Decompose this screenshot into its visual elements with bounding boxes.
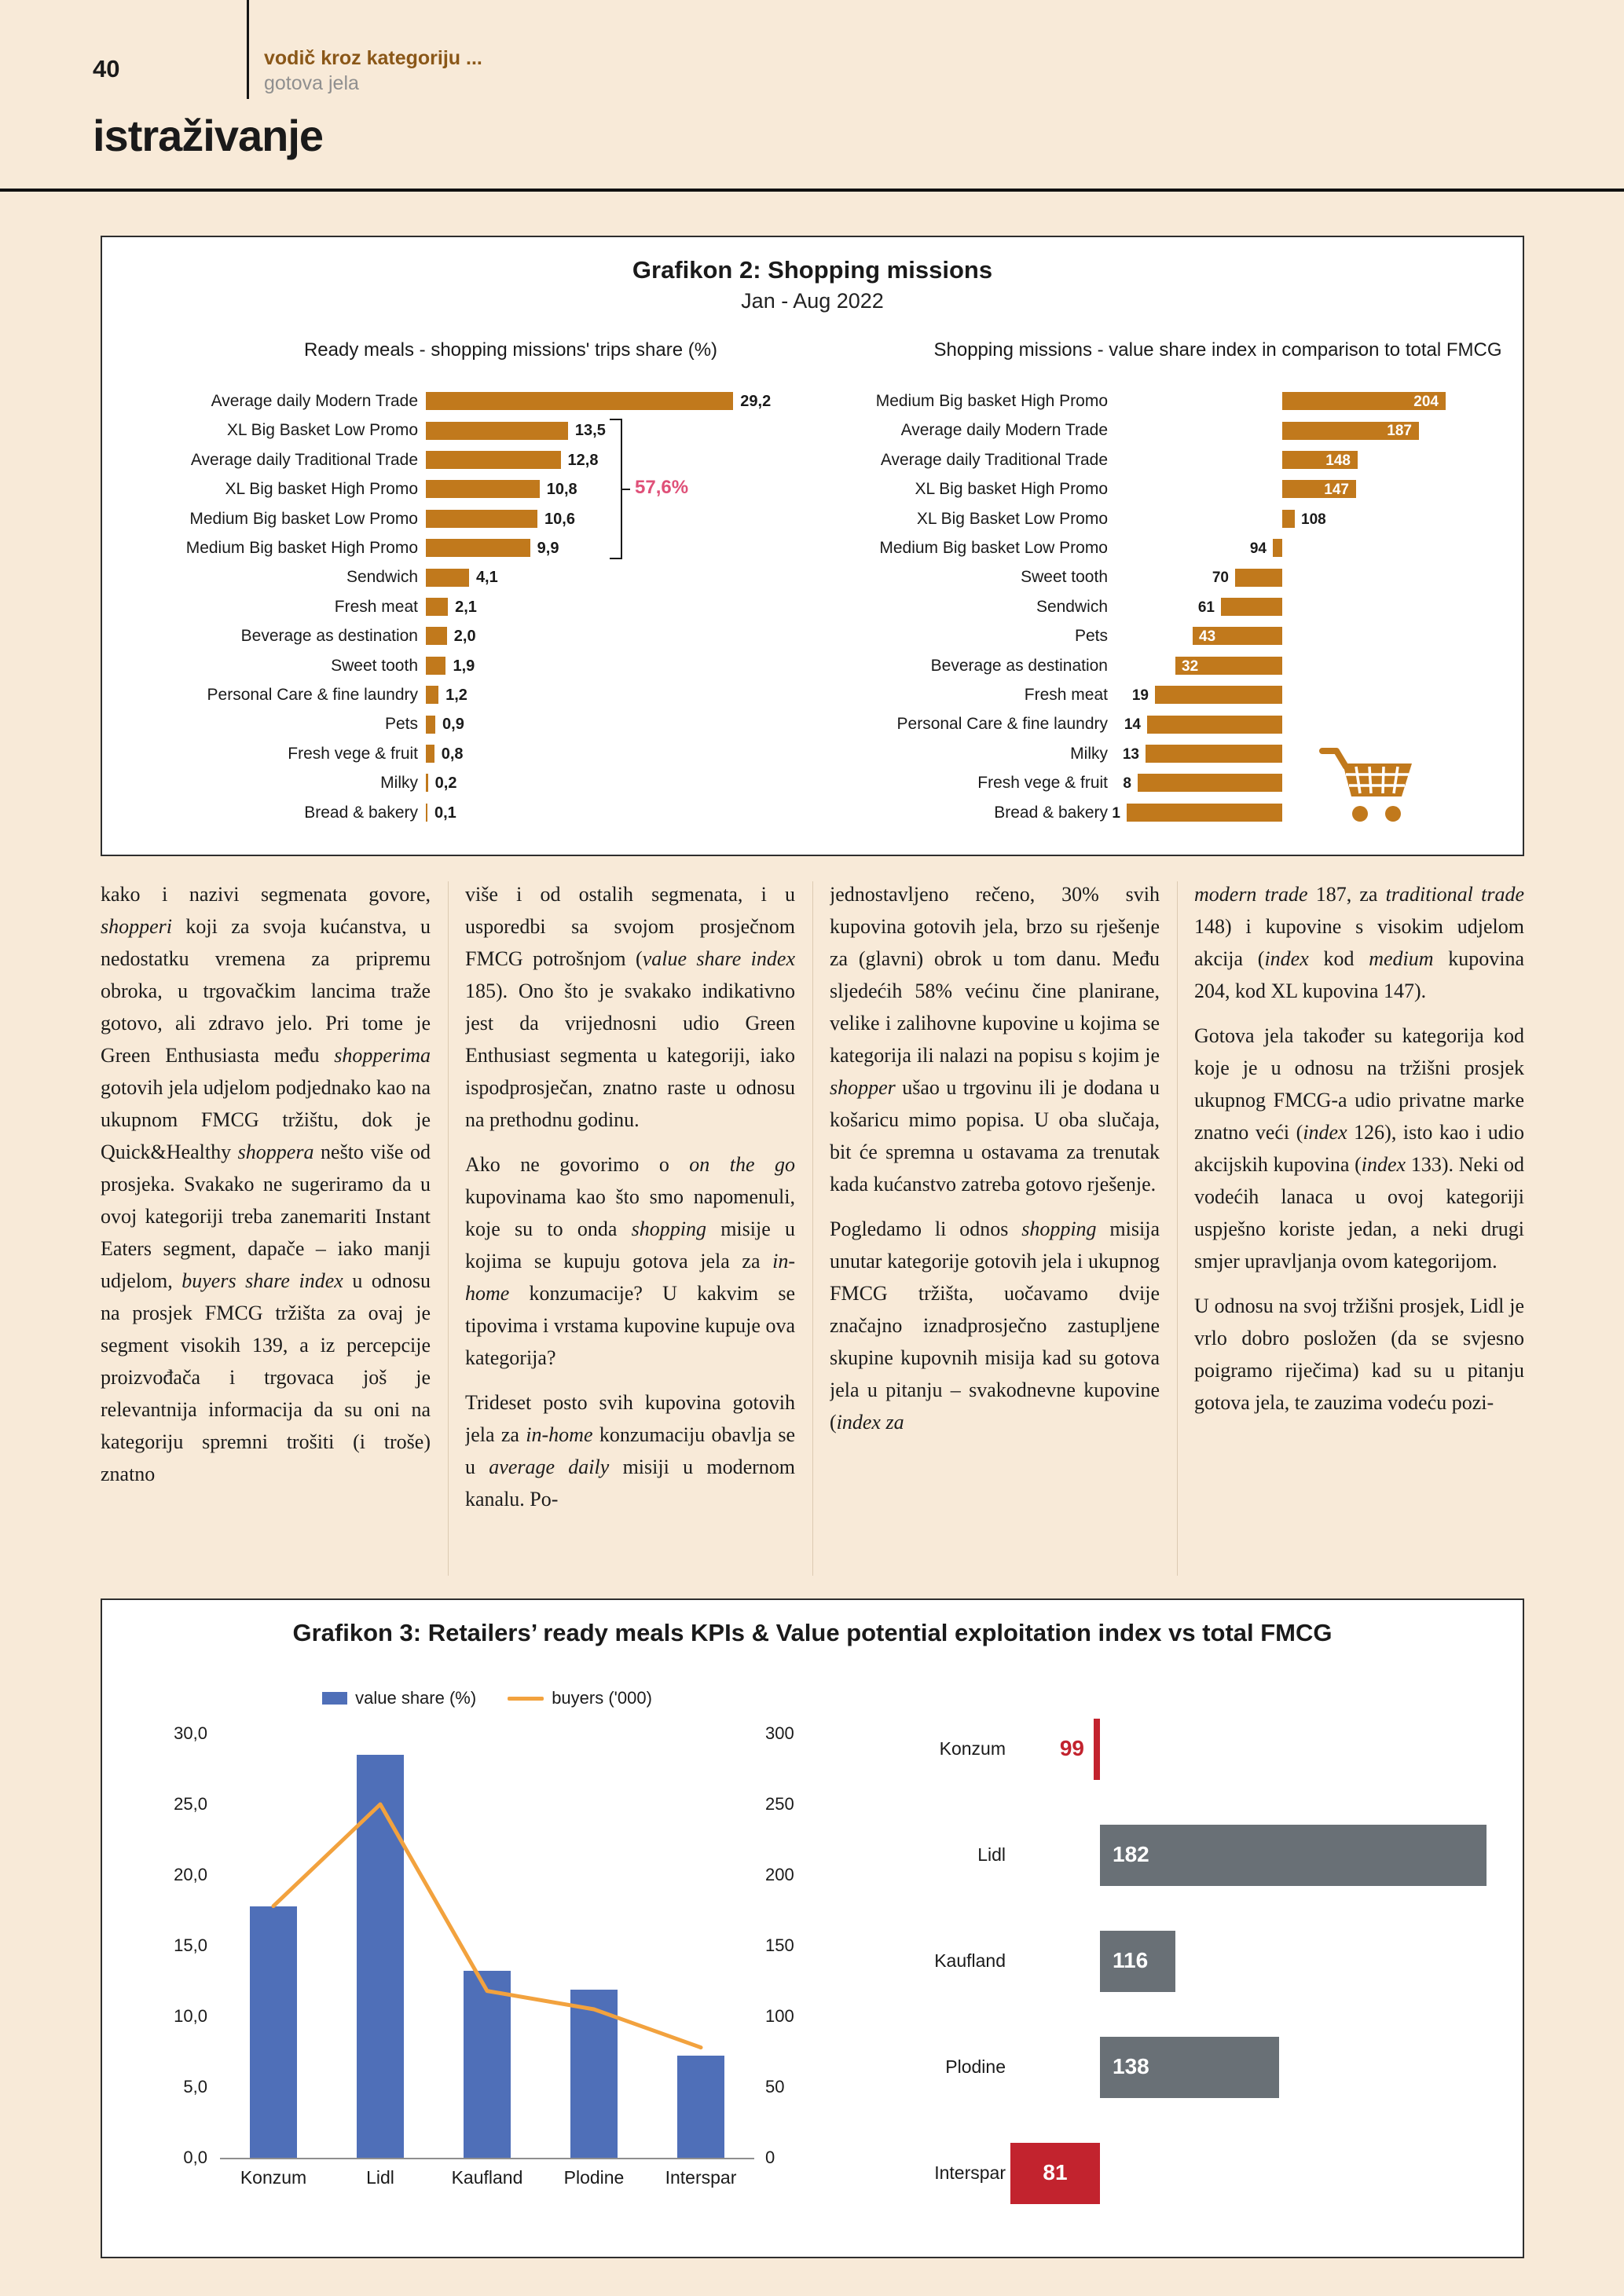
y-axis-label-right: 150 bbox=[765, 1935, 794, 1955]
grafikon2-right-chart-title: Shopping missions - value share index in comparison to total FMCG bbox=[933, 339, 1502, 361]
value-label: 138 bbox=[1113, 2054, 1149, 2078]
bar bbox=[1155, 686, 1282, 704]
grafikon3-box bbox=[101, 1598, 1524, 2258]
value-label: 13,5 bbox=[574, 422, 606, 440]
category-label: Medium Big basket Low Promo bbox=[879, 539, 1108, 557]
paragraph: U odnosu na svoj tržišni prosjek, Lidl je vrlo dobro posložen (da se svjesno poigramo riječima) kad su u pitanju gotova jela, te zauzima vodeću pozi- bbox=[1194, 1294, 1524, 1414]
value-label: 116 bbox=[1113, 1948, 1149, 1972]
category-label: Average daily Traditional Trade bbox=[190, 450, 418, 469]
category-label: Personal Care & fine laundry bbox=[207, 686, 418, 704]
paragraph: kako i nazivi segmenata govore, shopperi koji za svoja kućanstva, u nedostatku vremena za pripremu obroka, u trgovačkim lancima traže gotovo, ali zdravo jelo. Pri tome je Green Enthusiasta među shopperima gotovih jela udjelom podjednako kao na ukupnom FMCG tržištu, dok je Quick&Healthy shoppera nešto više od prosjeka. Svakako ne sugeriramo da u ovoj kategoriji treba zanemariti Instant Eaters segment, dapače – iako manji udjelom, buyers share index u odnosu na prosjek FMCG tržišta za ovaj je segment visokih 139, a iz percepcije proizvođača i trgovaca još je relevantnija informacija da su oni na kategoriju spremni trošiti (i troše) znatno bbox=[101, 883, 431, 1485]
y-axis-label-left: 0,0 bbox=[183, 2148, 207, 2167]
category-label: Sendwich bbox=[1036, 597, 1108, 616]
grafikon2-box bbox=[101, 236, 1524, 856]
category-subkicker: gotova jela bbox=[264, 72, 359, 94]
category-label: Average daily Modern Trade bbox=[211, 392, 418, 410]
bar bbox=[426, 716, 435, 734]
category-label: Bread & bakery bbox=[304, 803, 418, 822]
category-label: Personal Care & fine laundry bbox=[896, 715, 1108, 734]
value-label: 12,8 bbox=[567, 451, 599, 469]
paragraph: Pogledamo li odnos shopping misija unutar kategorije gotovih jela i ukupnog FMCG tržišta, uočavamo dvije značajno iznadprosječno zastupljene skupine kupovnih misija kad su gotova jela u pitanju – svakodnevne kupovine (index za bbox=[830, 1218, 1160, 1434]
bar bbox=[1221, 598, 1282, 616]
category-label: Medium Big basket High Promo bbox=[185, 539, 418, 557]
value-label: 43 bbox=[1199, 628, 1216, 646]
grafikon2-charts bbox=[102, 237, 1523, 855]
bar bbox=[1127, 804, 1282, 822]
value-label: 0,1 bbox=[434, 804, 456, 822]
bar bbox=[426, 422, 568, 440]
legend-label: value share (%) bbox=[355, 1688, 477, 1708]
bar bbox=[1273, 539, 1282, 557]
x-axis-label: Plodine bbox=[563, 2167, 625, 2188]
y-axis-label-right: 300 bbox=[765, 1723, 794, 1743]
value-label: 13 bbox=[1122, 745, 1139, 763]
x-axis-label: Lidl bbox=[366, 2167, 394, 2188]
value-label: 19 bbox=[1131, 687, 1149, 704]
paragraph: Trideset posto svih kupovina gotovih jela za in-home konzumaciju obavlja se u average daily misiji u modernom kanalu. Po- bbox=[465, 1391, 795, 1511]
bar bbox=[426, 598, 448, 616]
category-label: Fresh vege & fruit bbox=[288, 744, 418, 763]
column-divider bbox=[812, 881, 813, 1576]
bar bbox=[426, 657, 445, 675]
value-label: 94 bbox=[1249, 540, 1267, 557]
paragraph: jednostavljeno rečeno, 30% svih kupovina gotovih jela, brzo su rješenje za (glavni) obrok u tom danu. Među sljedećih 58% većinu čine planirane, velike i zalihovne kupovine u kojima se kategorija ili nalazi na popisu s kojim je shopper ušao u trgovinu ili je dodana u košaricu mimo popisa. U oba slučaja, bit će spremna u ostavama za trenutak kada kućanstvo zatreba gotovo rješenje. bbox=[830, 883, 1160, 1196]
column-divider bbox=[448, 881, 449, 1576]
y-axis-label-left: 15,0 bbox=[174, 1935, 207, 1955]
value-label: 81 bbox=[1043, 2160, 1068, 2184]
retailer-label: Lidl bbox=[977, 1844, 1006, 1865]
category-label: Average daily Modern Trade bbox=[900, 421, 1108, 440]
value-label: 14 bbox=[1124, 716, 1141, 734]
article-column-4 bbox=[1194, 878, 1524, 1584]
category-label: Sweet tooth bbox=[1021, 568, 1108, 587]
bar bbox=[426, 480, 540, 498]
value-label: 182 bbox=[1113, 1842, 1149, 1866]
y-axis-label-left: 30,0 bbox=[174, 1723, 207, 1743]
value-label: 32 bbox=[1182, 657, 1199, 675]
value-label: 8 bbox=[1123, 775, 1131, 793]
y-axis-label-right: 0 bbox=[765, 2148, 775, 2167]
y-axis-label-left: 10,0 bbox=[174, 2006, 207, 2026]
bar bbox=[1138, 774, 1282, 792]
value-label: 9,9 bbox=[537, 540, 559, 557]
column-divider bbox=[1177, 881, 1178, 1576]
category-label: Fresh vege & fruit bbox=[977, 774, 1108, 793]
bracket-arm bbox=[610, 419, 622, 420]
grafikon2-period: Jan - Aug 2022 bbox=[741, 289, 884, 313]
bar bbox=[426, 774, 428, 792]
value-label: 204 bbox=[1413, 394, 1439, 410]
bar bbox=[1147, 716, 1282, 734]
category-label: Pets bbox=[384, 715, 418, 734]
y-axis-label-right: 250 bbox=[765, 1794, 794, 1814]
category-label: Sendwich bbox=[346, 568, 418, 587]
value-label: 29,2 bbox=[740, 393, 772, 410]
bar bbox=[426, 451, 561, 469]
bar bbox=[426, 686, 438, 704]
grafikon2-left-chart-title: Ready meals - shopping missions' trips share (%) bbox=[303, 339, 718, 361]
value-label: 2,0 bbox=[453, 628, 476, 646]
category-label: Average daily Traditional Trade bbox=[880, 450, 1108, 469]
bar bbox=[1100, 1825, 1487, 1886]
legend-label: buyers ('000) bbox=[552, 1688, 652, 1708]
shopping-cart-icon bbox=[1316, 738, 1418, 833]
y-axis-label-right: 200 bbox=[765, 1865, 794, 1884]
value-label: 148 bbox=[1325, 452, 1351, 469]
retailer-label: Interspar bbox=[934, 2162, 1006, 2183]
x-axis-label: Konzum bbox=[240, 2167, 307, 2188]
category-label: Milky bbox=[1070, 744, 1108, 763]
value-label: 187 bbox=[1387, 423, 1412, 440]
x-axis-line bbox=[220, 2158, 754, 2159]
paragraph: Gotova jela također su kategorija kod koje je u odnosu na tržišni prosjek ukupnog FMCG-a udio privatne marke znatno veći (index 126), isto kao i udio akcijskih kupovina (index 133). Neki od vodećih lanaca u ovoj kategoriji uspješno koriste jedan, a neki drugi smjer upravljanja ovom kategorijom. bbox=[1194, 1024, 1524, 1273]
header-vertical-rule bbox=[247, 0, 249, 99]
value-label: 108 bbox=[1301, 511, 1326, 528]
bar bbox=[1282, 510, 1295, 528]
grafikon2-title: Grafikon 2: Shopping missions bbox=[632, 256, 993, 284]
category-label: Fresh meat bbox=[334, 597, 418, 616]
value-label: 0,2 bbox=[434, 774, 457, 793]
value-label: 61 bbox=[1197, 599, 1215, 616]
x-axis-label: Interspar bbox=[665, 2167, 737, 2188]
value-label: 10,8 bbox=[546, 481, 577, 499]
retailer-label: Konzum bbox=[939, 1738, 1006, 1759]
category-label: XL Big basket High Promo bbox=[225, 480, 418, 499]
category-label: XL Big Basket Low Promo bbox=[226, 421, 418, 440]
value-label: 10,6 bbox=[544, 510, 575, 528]
bracket-label: 57,6% bbox=[635, 476, 689, 498]
bar bbox=[426, 392, 733, 410]
category-label: Fresh meat bbox=[1024, 686, 1108, 704]
category-kicker: vodič kroz kategoriju ... bbox=[264, 47, 482, 69]
value-label: 4,1 bbox=[475, 569, 498, 587]
article-body bbox=[101, 878, 1524, 1584]
retailer-label: Plodine bbox=[945, 2056, 1006, 2077]
bar bbox=[1235, 569, 1282, 587]
bar-tick bbox=[1094, 1719, 1100, 1780]
value-label: 0,9 bbox=[442, 716, 464, 734]
bar bbox=[426, 804, 427, 822]
y-axis-label-left: 25,0 bbox=[174, 1794, 207, 1814]
section-title: istraživanje bbox=[93, 111, 324, 160]
paragraph: Ako ne govorimo o on the go kupovinama kao što smo napomenuli, koje su to onda shopping misije u kojima se kupuju gotova jela za in-home konzumacije? U kakvim se tipovima i vrstama kupovine kupuje ova kategorija? bbox=[465, 1153, 795, 1369]
article-column-3 bbox=[830, 878, 1160, 1584]
bracket-arm bbox=[610, 558, 622, 559]
category-label: Beverage as destination bbox=[240, 627, 418, 646]
paragraph: modern trade 187, za traditional trade 148) i kupovine s visokim udjelom akcija (index kod medium kupovina 204, kod XL kupovina 147). bbox=[1194, 883, 1524, 1002]
bar bbox=[426, 569, 469, 587]
value-label: 1,9 bbox=[453, 657, 475, 675]
category-label: Medium Big basket Low Promo bbox=[189, 509, 418, 528]
bracket-tick bbox=[622, 489, 630, 490]
bar bbox=[1146, 745, 1282, 763]
retailer-label: Kaufland bbox=[934, 1950, 1006, 1971]
bar bbox=[426, 745, 434, 763]
page-number: 40 bbox=[93, 55, 120, 82]
category-label: Medium Big basket High Promo bbox=[875, 392, 1108, 410]
category-label: XL Big Basket Low Promo bbox=[916, 509, 1108, 528]
value-label: 0,8 bbox=[441, 745, 464, 763]
y-axis-label-left: 5,0 bbox=[183, 2077, 207, 2096]
value-label: 99 bbox=[1059, 1736, 1084, 1760]
article-column-2 bbox=[465, 878, 795, 1584]
value-label: 2,1 bbox=[455, 598, 477, 616]
y-axis-label-right: 50 bbox=[765, 2077, 785, 2096]
y-axis-label-left: 20,0 bbox=[174, 1865, 207, 1884]
category-label: XL Big basket High Promo bbox=[915, 480, 1108, 499]
x-axis-label: Kaufland bbox=[451, 2167, 523, 2188]
grafikon3-title: Grafikon 3: Retailers’ ready meals KPIs & Value potential exploitation index vs total FMCG bbox=[292, 1619, 1333, 1646]
article-column-1 bbox=[101, 878, 431, 1584]
y-axis-label-right: 100 bbox=[765, 2006, 794, 2026]
paragraph: više i od ostalih segmenata, i u usporedbi sa svojom prosječnom FMCG potrošnjom (value share index 185). Ono što je svakako indikativno jest da vrijednosni udio Green Enthusiast segmenta u kategoriji, iako ispodprosječan, znatno raste u odnosu na prethodnu godinu. bbox=[465, 883, 795, 1131]
category-label: Sweet tooth bbox=[331, 656, 418, 675]
category-label: Bread & bakery bbox=[994, 803, 1108, 822]
buyers-line bbox=[220, 1734, 754, 2158]
value-label: 1 bbox=[1112, 804, 1120, 822]
value-label: 1,2 bbox=[445, 687, 467, 704]
header-rule bbox=[0, 189, 1624, 192]
category-label: Beverage as destination bbox=[930, 656, 1108, 675]
value-label: 147 bbox=[1324, 482, 1349, 499]
grafikon3-charts bbox=[102, 1600, 1523, 2257]
category-label: Pets bbox=[1074, 627, 1108, 646]
bar bbox=[426, 539, 530, 557]
category-label: Milky bbox=[380, 774, 418, 793]
bar bbox=[426, 510, 537, 528]
value-label: 70 bbox=[1212, 569, 1229, 587]
bar bbox=[426, 627, 447, 645]
